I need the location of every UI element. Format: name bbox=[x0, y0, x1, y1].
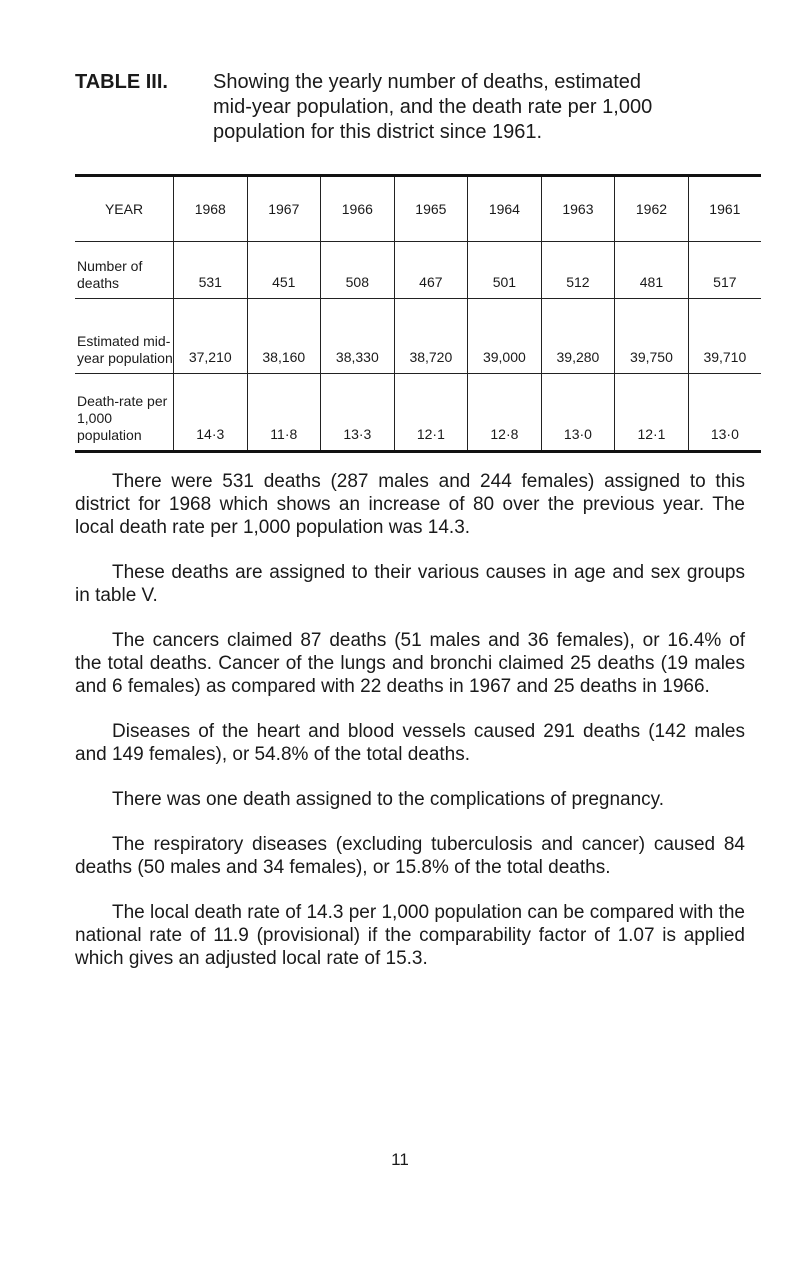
caption-label: TABLE III. bbox=[75, 71, 168, 93]
table-cell: 39,750 bbox=[615, 299, 689, 374]
deaths-table bbox=[75, 174, 761, 453]
paragraph: The cancers claimed 87 deaths (51 males and 36 females), or 16.4% of the total deaths. Cancer of the lungs and bronchi claimed 25 deaths (19 males and 6 females) as compared with 22 deaths in 1967 and 25 deaths in 1966. bbox=[75, 630, 745, 697]
table-header-row bbox=[75, 176, 761, 242]
paragraph: The respiratory diseases (excluding tuberculosis and cancer) caused 84 deaths (50 males and 34 females), or 15.8% of the total deaths. bbox=[75, 834, 745, 878]
table-cell: 14·3 bbox=[174, 374, 248, 452]
table-cell: 13·0 bbox=[688, 374, 761, 452]
table-cell: 517 bbox=[688, 242, 761, 299]
year-cell: 1961 bbox=[688, 176, 761, 242]
paragraph: Diseases of the heart and blood vessels caused 291 deaths (142 males and 149 females), or 54.8% of the total deaths. bbox=[75, 721, 745, 765]
table-cell: 39,280 bbox=[541, 299, 615, 374]
paragraph: The local death rate of 14.3 per 1,000 population can be compared with the national rate of 11.9 (provisional) if the comparability factor of 1.07 is applied which gives an adjusted local rate of 15.3. bbox=[75, 902, 745, 969]
year-cell: 1964 bbox=[468, 176, 542, 242]
year-cell: 1963 bbox=[541, 176, 615, 242]
table-cell: 11·8 bbox=[247, 374, 321, 452]
table-row bbox=[75, 242, 761, 299]
table-cell: 531 bbox=[174, 242, 248, 299]
caption-line-1: TABLE III. Showing the yearly number of deaths, estimated bbox=[75, 71, 642, 93]
table-cell: 508 bbox=[321, 242, 395, 299]
page-number: 11 bbox=[391, 1150, 409, 1169]
table-cell: 501 bbox=[468, 242, 542, 299]
caption-line-3: population for this district since 1961. bbox=[213, 121, 543, 143]
year-cell: 1968 bbox=[174, 176, 248, 242]
table-cell: 512 bbox=[541, 242, 615, 299]
table-caption bbox=[75, 70, 745, 145]
row-label-death-rate: Death-rate per 1,000 population bbox=[75, 374, 174, 452]
table-cell: 12·8 bbox=[468, 374, 542, 452]
table-cell: 37,210 bbox=[174, 299, 248, 374]
table-cell: 481 bbox=[615, 242, 689, 299]
table-cell: 12·1 bbox=[615, 374, 689, 452]
year-cell: 1962 bbox=[615, 176, 689, 242]
table-cell: 13·3 bbox=[321, 374, 395, 452]
table-cell: 467 bbox=[394, 242, 468, 299]
table-cell: 38,720 bbox=[394, 299, 468, 374]
table-cell: 13·0 bbox=[541, 374, 615, 452]
caption-line-2: mid-year population, and the death rate per 1,000 bbox=[213, 96, 653, 118]
table-cell: 38,330 bbox=[321, 299, 395, 374]
body-text bbox=[75, 470, 745, 992]
year-cell: 1967 bbox=[247, 176, 321, 242]
row-label-deaths: Number of deaths bbox=[75, 242, 174, 299]
table-cell: 39,000 bbox=[468, 299, 542, 374]
year-cell: 1965 bbox=[394, 176, 468, 242]
table-row bbox=[75, 374, 761, 452]
table-cell: 38,160 bbox=[247, 299, 321, 374]
table-cell: 12·1 bbox=[394, 374, 468, 452]
paragraph: There was one death assigned to the complications of pregnancy. bbox=[112, 789, 665, 810]
table-cell: 39,710 bbox=[688, 299, 761, 374]
row-label-population: Estimated mid-year population bbox=[75, 299, 174, 374]
year-cell: 1966 bbox=[321, 176, 395, 242]
year-header: YEAR bbox=[75, 176, 174, 242]
paragraph: There were 531 deaths (287 males and 244 females) assigned to this district for 1968 which shows an increase of 80 over the previous year. The local death rate per 1,000 population was 14.3. bbox=[75, 471, 745, 538]
paragraph: These deaths are assigned to their various causes in age and sex groups in table V. bbox=[75, 562, 745, 606]
table-row bbox=[75, 299, 761, 374]
table-cell: 451 bbox=[247, 242, 321, 299]
